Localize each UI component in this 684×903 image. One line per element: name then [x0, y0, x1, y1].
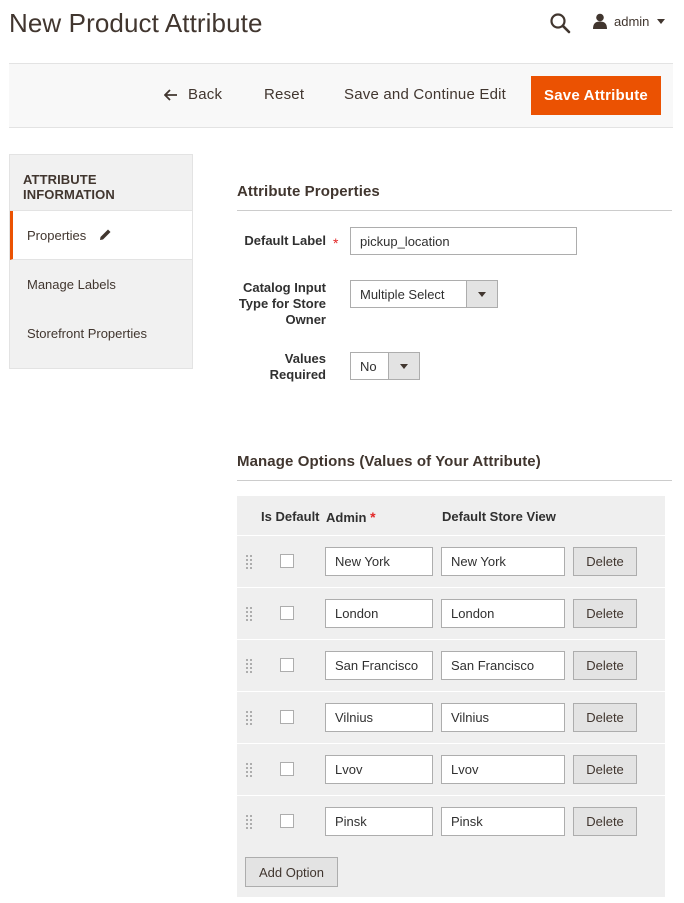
save-attribute-button[interactable]: Save Attribute	[531, 76, 661, 115]
back-label: Back	[188, 86, 223, 103]
save-and-continue-button[interactable]: Save and Continue Edit	[344, 86, 507, 103]
admin-value-input[interactable]	[325, 755, 433, 784]
default-label-label: Default Label	[244, 233, 326, 248]
values-required-label: Values Required	[269, 351, 326, 382]
store-view-input[interactable]	[441, 599, 565, 628]
drag-handle-icon[interactable]	[246, 659, 253, 673]
is-default-checkbox[interactable]	[280, 710, 294, 724]
drag-handle-icon[interactable]	[246, 555, 253, 569]
sidebar-item-label: Manage Labels	[27, 277, 116, 292]
add-option-button[interactable]: Add Option	[245, 857, 338, 887]
drag-handle-icon[interactable]	[246, 607, 253, 621]
delete-button[interactable]: Delete	[573, 651, 637, 680]
is-default-checkbox[interactable]	[280, 658, 294, 672]
required-marker: *	[333, 235, 339, 251]
delete-button[interactable]: Delete	[573, 547, 637, 576]
store-view-input[interactable]	[441, 703, 565, 732]
header-is-default: Is Default	[261, 509, 320, 524]
table-row	[237, 587, 665, 639]
values-required-select[interactable]	[350, 352, 420, 380]
table-row	[237, 535, 665, 587]
divider	[237, 480, 672, 481]
drag-handle-icon[interactable]	[246, 763, 253, 777]
select-value: Multiple Select	[360, 286, 445, 302]
admin-value-input[interactable]	[325, 651, 433, 680]
sidebar-item-storefront-properties[interactable]	[10, 309, 192, 358]
chevron-down-icon	[657, 19, 665, 24]
store-view-input[interactable]	[441, 807, 565, 836]
default-label-input[interactable]	[350, 227, 577, 255]
attribute-properties-title: Attribute Properties	[237, 183, 380, 200]
required-marker: *	[370, 509, 376, 525]
chevron-down-icon	[478, 292, 486, 297]
select-arrow	[388, 353, 419, 379]
admin-value-input[interactable]	[325, 807, 433, 836]
is-default-checkbox[interactable]	[280, 554, 294, 568]
select-value: No	[360, 358, 377, 374]
is-default-checkbox[interactable]	[280, 814, 294, 828]
user-name: admin	[614, 13, 650, 29]
admin-value-input[interactable]	[325, 547, 433, 576]
chevron-down-icon	[400, 364, 408, 369]
is-default-checkbox[interactable]	[280, 762, 294, 776]
sidebar	[9, 154, 193, 369]
delete-button[interactable]: Delete	[573, 703, 637, 732]
sidebar-item-manage-labels[interactable]	[10, 260, 192, 309]
delete-button[interactable]: Delete	[573, 755, 637, 784]
admin-value-input[interactable]	[325, 599, 433, 628]
table-row	[237, 743, 665, 795]
search-icon[interactable]	[549, 12, 571, 34]
user-menu[interactable]	[592, 11, 665, 31]
sidebar-item-label: Properties	[27, 228, 87, 243]
user-icon	[592, 13, 608, 29]
drag-handle-icon[interactable]	[246, 711, 253, 725]
select-arrow	[466, 281, 497, 307]
store-view-input[interactable]	[441, 651, 565, 680]
drag-handle-icon[interactable]	[246, 815, 253, 829]
header-store-view: Default Store View	[442, 509, 556, 524]
store-view-input[interactable]	[441, 755, 565, 784]
divider	[237, 210, 672, 211]
header-admin-label: Admin	[326, 510, 367, 525]
back-button[interactable]	[164, 86, 222, 103]
delete-button[interactable]: Delete	[573, 599, 637, 628]
is-default-checkbox[interactable]	[280, 606, 294, 620]
page-title: New Product Attribute	[9, 8, 263, 38]
arrow-left-icon	[164, 89, 178, 101]
sidebar-item-label: Storefront Properties	[27, 326, 147, 341]
pencil-icon	[99, 228, 112, 241]
options-table	[237, 496, 665, 897]
sidebar-item-properties[interactable]	[10, 211, 192, 260]
reset-button[interactable]: Reset	[264, 86, 305, 103]
catalog-input-type-select[interactable]	[350, 280, 498, 308]
store-view-input[interactable]	[441, 547, 565, 576]
catalog-input-type-label: Catalog Input Type for Store Owner	[238, 280, 326, 327]
manage-options-title: Manage Options (Values of Your Attribute)	[237, 453, 541, 470]
header-admin	[326, 509, 376, 525]
table-row	[237, 691, 665, 743]
delete-button[interactable]: Delete	[573, 807, 637, 836]
sidebar-title: ATTRIBUTE INFORMATION	[10, 155, 192, 211]
action-bar	[9, 63, 673, 128]
table-row	[237, 795, 665, 847]
table-row	[237, 639, 665, 691]
admin-value-input[interactable]	[325, 703, 433, 732]
